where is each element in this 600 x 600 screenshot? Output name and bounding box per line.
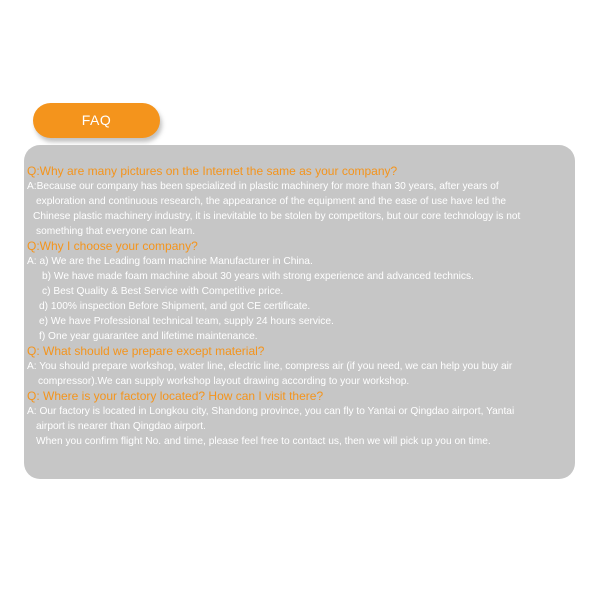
faq-content: [27, 164, 577, 449]
faq-question-1: Q:Why are many pictures on the Internet the same as your company?: [27, 164, 398, 178]
faq-answer-1-line-1: A:Because our company has been specialized in plastic machinery for more than 30 years, after years of: [27, 181, 499, 192]
faq-answer-2-line-4: d) 100% inspection Before Shipment, and got CE certificate.: [39, 301, 311, 312]
faq-answer-2-line-1: A: a) We are the Leading foam machine Manufacturer in China.: [27, 256, 313, 267]
faq-answer-1-line-4: something that everyone can learn.: [36, 226, 196, 237]
faq-answer-2-line-5: e) We have Professional technical team, supply 24 hours service.: [39, 316, 334, 327]
faq-answer-1-line-3: Chinese plastic machinery industry, it is inevitable to be stolen by competitors, but our core technology is not: [33, 211, 521, 222]
faq-question-4: Q: Where is your factory located? How can I visit there?: [27, 389, 324, 403]
faq-question-3: Q: What should we prepare except material?: [27, 344, 265, 358]
faq-tab: FAQ: [33, 103, 160, 138]
faq-answer-1-line-2: exploration and continuous research, the appearance of the equipment and the ease of use have led the: [36, 196, 507, 207]
faq-question-2: Q:Why I choose your company?: [27, 239, 198, 253]
faq-answer-4-line-3: When you confirm flight No. and time, please feel free to contact us, then we will pick up you on time.: [36, 436, 491, 447]
faq-answer-2-line-2: b) We have made foam machine about 30 years with strong experience and advanced technics.: [42, 271, 474, 282]
faq-answer-2-line-3: c) Best Quality & Best Service with Competitive price.: [42, 286, 284, 297]
faq-answer-3-line-2: compressor).We can supply workshop layout drawing according to your workshop.: [38, 376, 410, 387]
faq-answer-4-line-2: airport is nearer than Qingdao airport.: [36, 421, 206, 432]
faq-answer-3-line-1: A: You should prepare workshop, water line, electric line, compress air (if you need, we can help you buy air: [27, 361, 513, 372]
faq-answer-2-line-6: f) One year guarantee and lifetime maintenance.: [39, 331, 258, 342]
faq-answer-4-line-1: A: Our factory is located in Longkou city, Shandong province, you can fly to Yantai or Qingdao airport, Yantai: [27, 406, 515, 417]
